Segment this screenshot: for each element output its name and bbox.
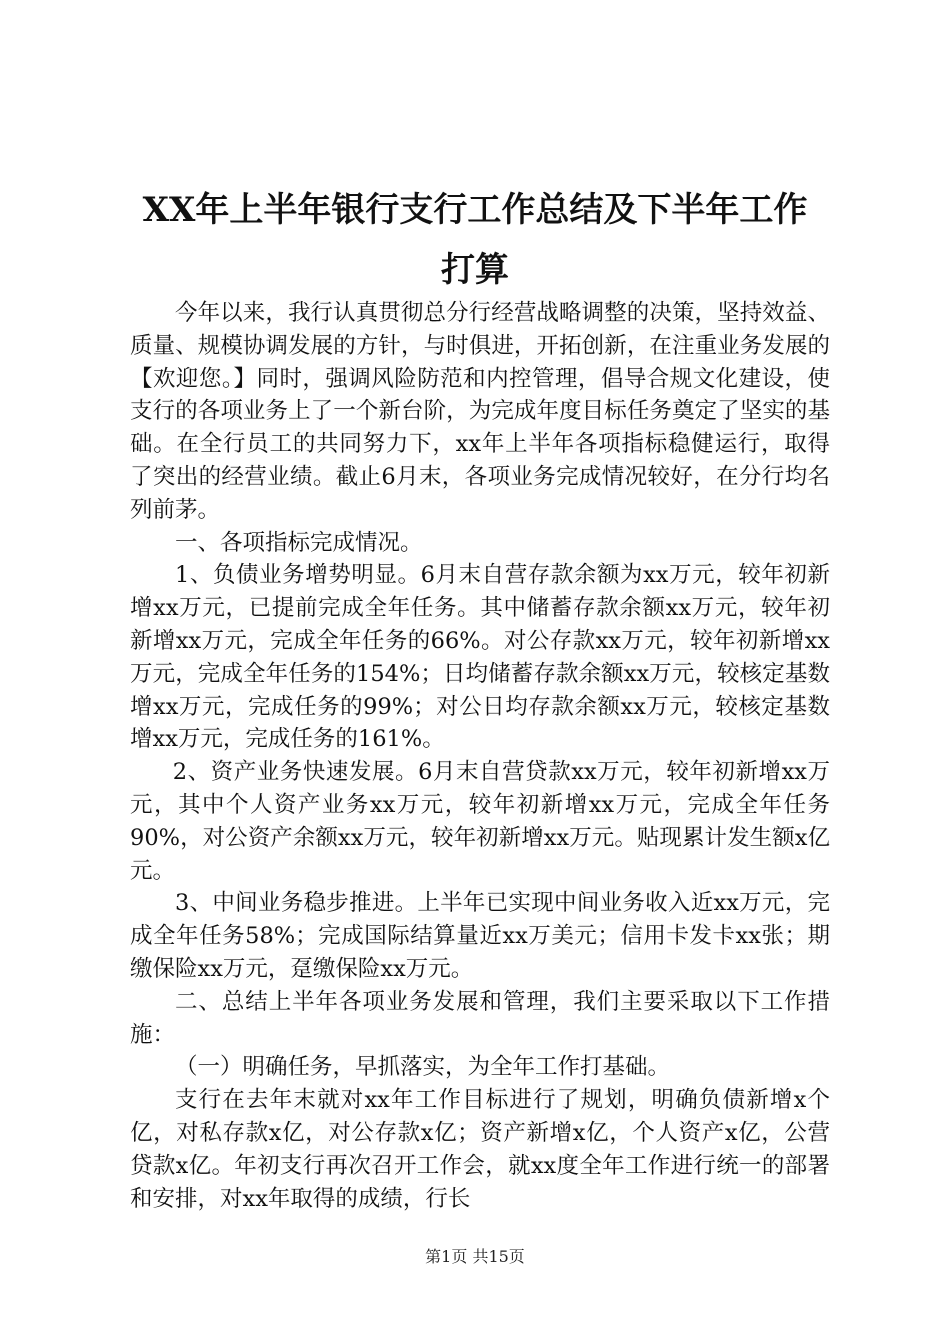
paragraph-intermediate: 3、中间业务稳步推进。上半年已实现中间业务收入近xx万元，完成全年任务58%；完成国际结算量近xx万美元；信用卡发卡xx张；期缴保险xx万元，趸缴保险xx万元。: [130, 890, 830, 982]
paragraph-intro: 今年以来，我行认真贯彻总分行经营战略调整的决策，坚持效益、质量、规模协调发展的方针，与时俱进，开拓创新，在注重业务发展的【欢迎您。】同时，强调风险防范和内控管理，倡导合规文化建设，使支行的各项业务上了一个新台阶，为完成年度目标任务奠定了坚实的基础。在全行员工的共同努力下，xx年上半年各项指标稳健运行，取得了突出的经营业绩。截止6月末，各项业务完成情况较好，在分行均名列前茅。: [130, 300, 830, 523]
document-title-line-2: 打算: [441, 250, 509, 290]
subsection-heading-1: （一）明确任务，早抓落实，为全年工作打基础。: [175, 1054, 671, 1081]
document-body: [130, 297, 830, 1215]
paragraph-planning: 支行在去年末就对xx年工作目标进行了规划，明确负债新增x个亿，对私存款x亿，对公存款x亿；资产新增x亿，个人资产x亿，公营贷款x亿。年初支行再次召开工作会，就xx度全年工作进行统一的部署和安排，对xx年取得的成绩，行长: [130, 1087, 830, 1212]
section-heading-2: 二、总结上半年各项业务发展和管理，我们主要采取以下工作措施：: [130, 988, 830, 1048]
page-number-footer: 第1页 共15页: [425, 1247, 525, 1266]
paragraph-assets: 2、资产业务快速发展。6月末自营贷款xx万元，较年初新增xx万元，其中个人资产业务xx万元，较年初新增xx万元，完成全年任务90%，对公资产余额xx万元，较年初新增xx万元。贴现累计发生额x亿元。: [130, 759, 830, 884]
section-heading-1: 一、各项指标完成情况。: [175, 529, 423, 556]
document-title-line-1: XX年上半年银行支行工作总结及下半年工作: [142, 190, 808, 230]
paragraph-liabilities: 1、负债业务增势明显。6月末自营存款余额为xx万元，较年初新增xx万元，已提前完成全年任务。其中储蓄存款余额xx万元，较年初新增xx万元，完成全年任务的66%。对公存款xx万元，较年初新增xx万元，完成全年任务的154%；日均储蓄存款余额xx万元，较核定基数增xx万元，完成任务的99%；对公日均存款余额xx万元，较核定基数增xx万元，完成任务的161%。: [130, 562, 830, 753]
